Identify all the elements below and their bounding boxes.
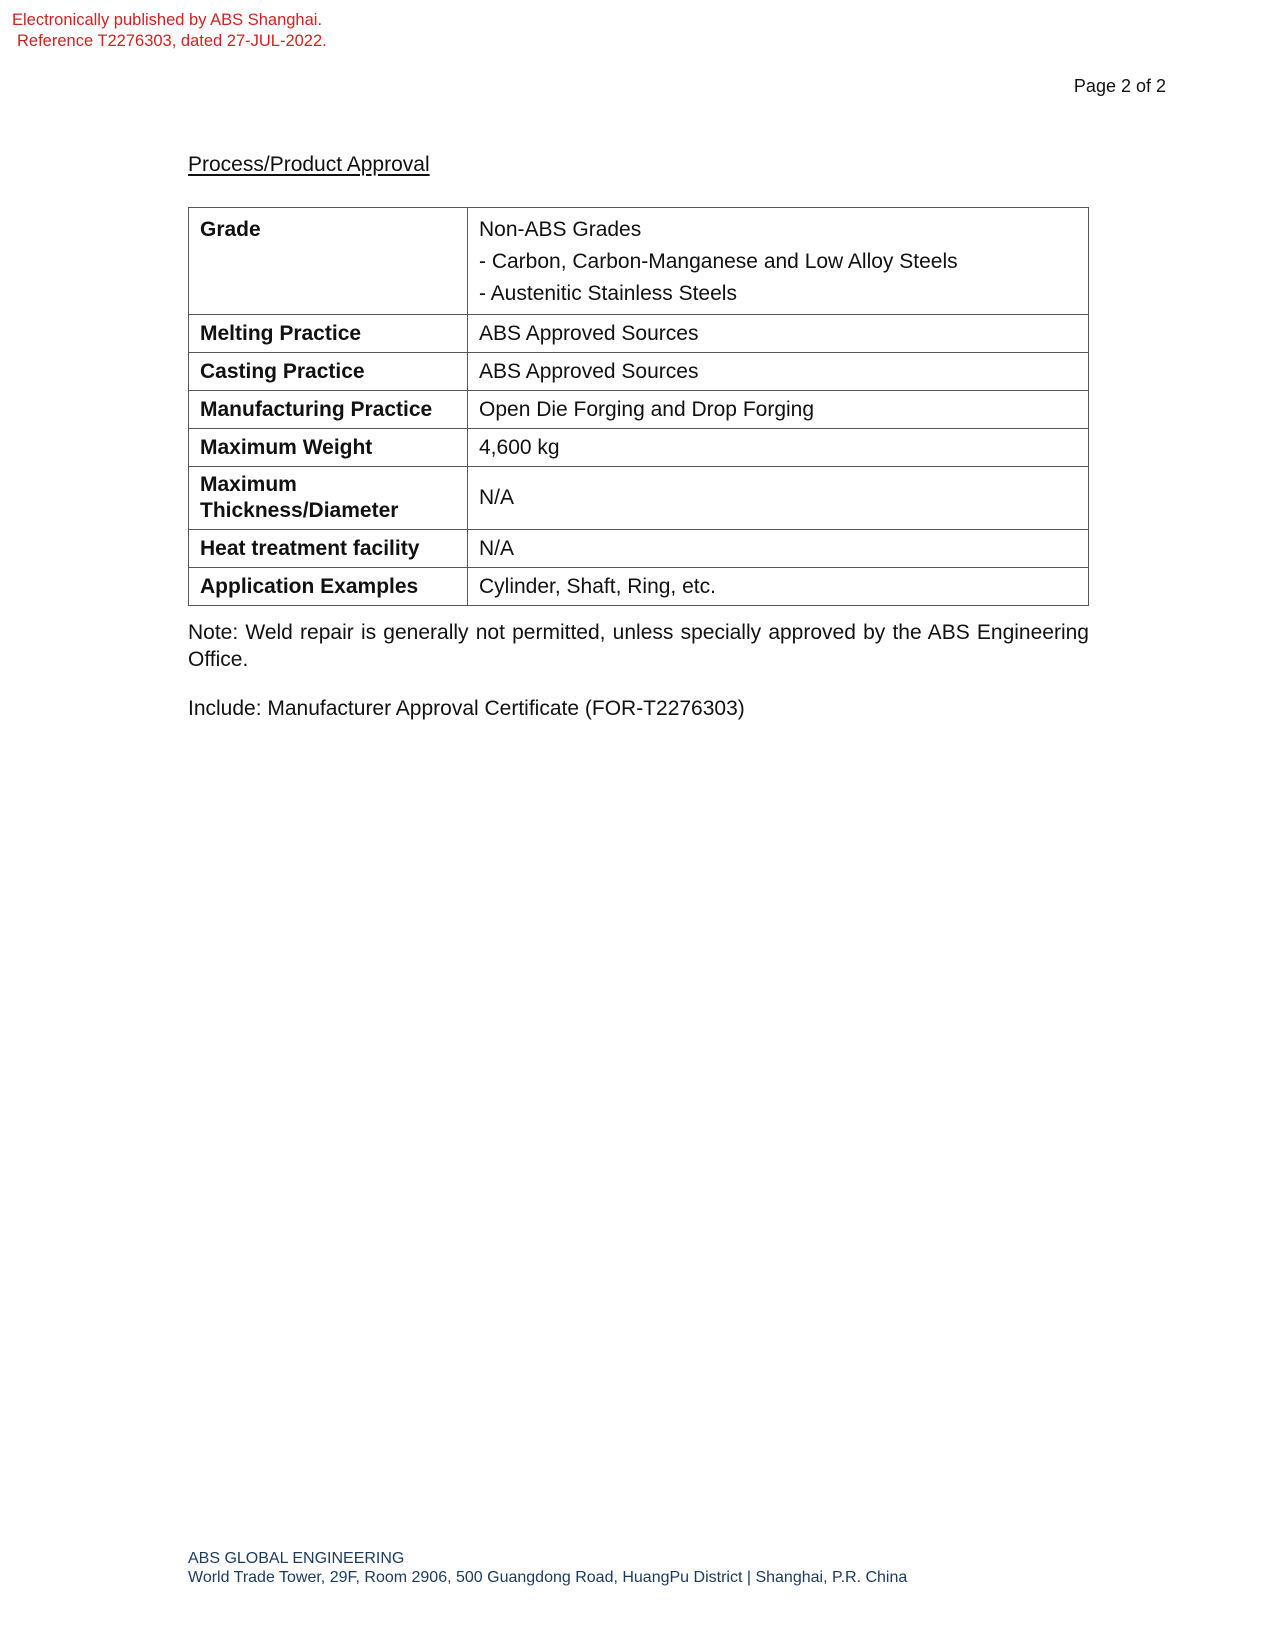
- stamp-line-2: Reference T2276303, dated 27-JUL-2022.: [17, 32, 327, 50]
- table-label: Casting Practice: [189, 353, 468, 391]
- table-row: [189, 568, 1089, 606]
- table-row-grade: [189, 208, 1089, 315]
- weld-repair-note: Note: Weld repair is generally not permitted, unless specially approved by the ABS Engineering Office.: [188, 621, 1089, 671]
- grade-line: - Carbon, Carbon-Manganese and Low Alloy Steels: [479, 250, 958, 273]
- approval-table: [188, 207, 1089, 606]
- table-label: Application Examples: [189, 568, 468, 606]
- table-label: Melting Practice: [189, 315, 468, 353]
- table-value: N/A: [468, 467, 1089, 530]
- table-label: Heat treatment facility: [189, 530, 468, 568]
- table-row: [189, 530, 1089, 568]
- label-line: Maximum: [200, 473, 297, 496]
- include-reference: Include: Manufacturer Approval Certificate (FOR-T2276303): [188, 697, 745, 720]
- section-title: Process/Product Approval: [188, 153, 430, 176]
- table-label: Maximum Weight: [189, 429, 468, 467]
- footer-org: ABS GLOBAL ENGINEERING: [188, 1550, 405, 1567]
- electronic-publication-stamp: [12, 10, 327, 52]
- table-value: ABS Approved Sources: [468, 353, 1089, 391]
- table-label: [189, 467, 468, 530]
- table-row: [189, 467, 1089, 530]
- footer: [188, 1549, 907, 1587]
- grade-line: - Austenitic Stainless Steels: [479, 282, 737, 305]
- table-value: 4,600 kg: [468, 429, 1089, 467]
- footer-address: World Trade Tower, 29F, Room 2906, 500 Guangdong Road, HuangPu District | Shanghai, P.R. China: [188, 1569, 908, 1586]
- table-row: [189, 315, 1089, 353]
- table-row: [189, 353, 1089, 391]
- table-value: Open Die Forging and Drop Forging: [468, 391, 1089, 429]
- stamp-line-1: Electronically published by ABS Shanghai.: [12, 11, 323, 29]
- table-row: [189, 391, 1089, 429]
- table-value: N/A: [468, 530, 1089, 568]
- page-number: Page 2 of 2: [1073, 76, 1166, 96]
- table-value-grade: [468, 208, 1089, 315]
- table-row: [189, 429, 1089, 467]
- table-value: Cylinder, Shaft, Ring, etc.: [468, 568, 1089, 606]
- table-value: ABS Approved Sources: [468, 315, 1089, 353]
- label-line: Thickness/Diameter: [200, 499, 399, 522]
- table-label: Manufacturing Practice: [189, 391, 468, 429]
- table-label: Grade: [189, 208, 468, 315]
- grade-line: Non-ABS Grades: [479, 218, 642, 241]
